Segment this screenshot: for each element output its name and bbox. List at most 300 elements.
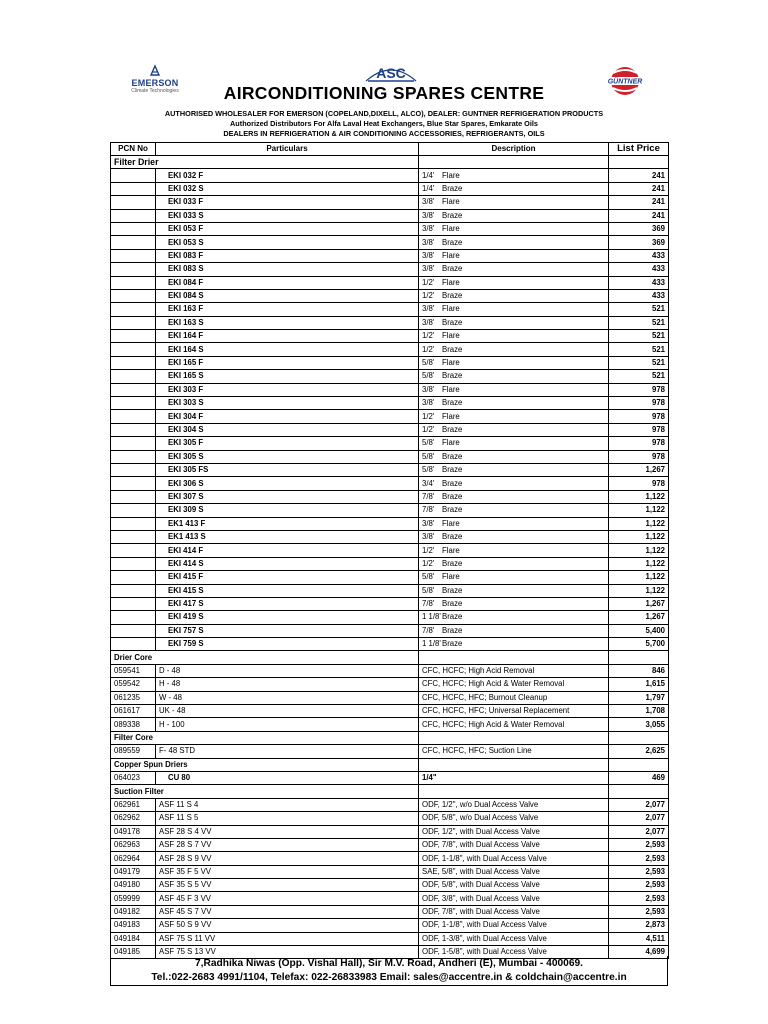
description-text: ODF, 7/8", with Dual Access Valve [422,840,540,850]
description-cell [419,530,609,543]
table-row [111,771,669,784]
table-row [111,289,669,302]
letterhead [0,0,768,142]
list-price-cell: 1,267 [609,597,669,610]
category-empty-cell [609,758,669,771]
description-cell [419,798,609,811]
table-row [111,664,669,677]
particulars-cell: ASF 28 S 4 VV [156,825,419,838]
list-price-cell: 978 [609,477,669,490]
size-text: 3/8' [422,532,435,542]
list-price-cell: 1,122 [609,571,669,584]
description-cell [419,584,609,597]
size-text: 1 1/8' [422,612,441,622]
table-row [111,490,669,503]
col-header-description: Description [419,143,609,156]
list-price-cell: 1,122 [609,544,669,557]
particulars-cell: EKI 415 S [156,584,419,597]
size-text: 1/2' [422,411,435,421]
table-row [111,423,669,436]
description-text: Braze [442,237,463,247]
table-row [111,169,669,182]
table-row [111,597,669,610]
description-text: Braze [442,183,463,193]
description-text: ODF, 1-3/8", with Dual Access Valve [422,933,547,943]
description-cell [419,477,609,490]
pcn-cell: 049182 [111,905,156,918]
list-price-cell: 521 [609,370,669,383]
table-row [111,477,669,490]
description-text: Flare [442,197,460,207]
pcn-cell [111,490,156,503]
pcn-cell [111,303,156,316]
description-cell [419,343,609,356]
description-text: CFC, HCFC, HFC; Burnout Cleanup [422,692,548,702]
pcn-cell: 049180 [111,879,156,892]
description-text: Flare [442,277,460,287]
particulars-cell: EKI 084 F [156,276,419,289]
list-price-cell: 1,615 [609,678,669,691]
size-text: 7/8' [422,599,435,609]
description-cell [419,624,609,637]
size-text: 1/2' [422,558,435,568]
size-text: 3/8' [422,250,435,260]
pcn-cell [111,463,156,476]
list-price-cell: 1,122 [609,530,669,543]
list-price-cell: 369 [609,222,669,235]
description-cell [419,276,609,289]
description-text: Braze [442,478,463,488]
category-empty-cell [419,785,609,798]
description-text: Braze [442,612,463,622]
table-row [111,798,669,811]
description-text: Flare [442,411,460,421]
pcn-cell: 061235 [111,691,156,704]
particulars-cell: ASF 28 S 9 VV [156,852,419,865]
list-price-cell: 1,122 [609,504,669,517]
particulars-cell: EKI 304 F [156,410,419,423]
description-cell [419,865,609,878]
description-cell [419,892,609,905]
description-cell [419,879,609,892]
pcn-cell [111,624,156,637]
list-price-cell: 1,122 [609,557,669,570]
description-text: ODF, 5/8", with Dual Access Valve [422,880,540,890]
particulars-cell: H - 48 [156,678,419,691]
list-price-cell: 369 [609,236,669,249]
pcn-cell [111,169,156,182]
pcn-cell: 062961 [111,798,156,811]
description-text: Braze [442,317,463,327]
table-row [111,236,669,249]
description-cell [419,397,609,410]
description-cell [419,383,609,396]
description-text: Braze [442,425,463,434]
table-row [111,678,669,691]
category-title: Filter Core [111,731,419,744]
pcn-cell: 061617 [111,705,156,718]
description-cell [419,825,609,838]
table-row [111,222,669,235]
table-row [111,691,669,704]
pcn-cell: 049184 [111,932,156,945]
pcn-cell [111,611,156,624]
list-price-cell: 2,593 [609,838,669,851]
description-text: CFC, HCFC, HFC; Universal Replacement [422,706,570,716]
description-cell [419,263,609,276]
table-row [111,571,669,584]
pcn-cell: 059542 [111,678,156,691]
tagline-3: DEALERS IN REFRIGERATION & AIR CONDITIONING ACCESSORIES, REFRIGERANTS, OILS [223,129,545,138]
particulars-cell: EKI 163 F [156,303,419,316]
pcn-cell [111,504,156,517]
pcn-cell [111,263,156,276]
pcn-cell: 049185 [111,946,156,959]
particulars-cell: EKI 305 S [156,450,419,463]
pcn-cell: 089559 [111,745,156,758]
particulars-cell: EKI 032 F [156,169,419,182]
description-cell [419,812,609,825]
description-cell [419,504,609,517]
description-cell [419,852,609,865]
particulars-cell: ASF 45 F 3 VV [156,892,419,905]
table-row [111,838,669,851]
description-text: Braze [442,599,463,609]
col-header-pcn: PCN No [111,143,156,156]
particulars-cell: EKI 083 F [156,249,419,262]
list-price-cell: 433 [609,263,669,276]
description-text: Flare [442,545,460,555]
particulars-cell: ASF 75 S 11 VV [156,932,419,945]
description-cell [419,450,609,463]
size-text: 5/8' [422,451,435,461]
size-text: 3/4' [422,478,435,488]
particulars-cell: ASF 75 S 13 VV [156,946,419,959]
description-text: Braze [442,639,463,649]
description-text: Braze [442,291,463,301]
particulars-cell: EKI 032 S [156,182,419,195]
size-text: 3/8' [422,398,435,408]
particulars-cell: EKI 309 S [156,504,419,517]
category-empty-cell [419,731,609,744]
particulars-cell: ASF 11 S 5 [156,812,419,825]
particulars-cell: EKI 306 S [156,477,419,490]
description-text: Flare [442,384,460,394]
pcn-cell [111,477,156,490]
size-text: 5/8' [422,438,435,448]
list-price-cell: 978 [609,410,669,423]
particulars-cell: ASF 11 S 4 [156,798,419,811]
list-price-cell: 521 [609,303,669,316]
particulars-cell: CU 80 [156,771,419,784]
list-price-cell: 2,593 [609,905,669,918]
table-row [111,303,669,316]
list-price-cell: 4,699 [609,946,669,959]
pcn-cell: 062963 [111,838,156,851]
description-cell [419,356,609,369]
description-cell [419,664,609,677]
list-price-cell: 5,400 [609,624,669,637]
category-empty-cell [609,651,669,664]
particulars-cell: EKI 033 F [156,196,419,209]
category-empty-cell [419,758,609,771]
particulars-cell: EKI 414 S [156,557,419,570]
price-list-table [110,142,669,959]
guntner-logo-text: GÜNTNER [607,78,643,86]
size-text: 3/8' [422,224,435,234]
pcn-cell: 062964 [111,852,156,865]
table-row [111,879,669,892]
description-cell [419,437,609,450]
description-text: ODF, 1-5/8", with Dual Access Valve [422,947,547,957]
particulars-cell: EKI 304 S [156,423,419,436]
size-text: 3/8' [422,384,435,394]
pcn-cell [111,370,156,383]
pcn-cell [111,289,156,302]
table-row [111,437,669,450]
table-row [111,825,669,838]
size-text: 1/2' [422,277,435,287]
description-text: ODF, 1/2", w/o Dual Access Valve [422,799,539,809]
pcn-cell [111,437,156,450]
table-row [111,263,669,276]
description-text: CFC, HCFC; High Acid & Water Removal [422,719,565,729]
table-row [111,463,669,476]
list-price-cell: 2,873 [609,919,669,932]
description-text: ODF, 3/8", with Dual Access Valve [422,893,540,903]
table-row [111,718,669,731]
list-price-cell: 2,077 [609,798,669,811]
table-row [111,450,669,463]
list-price-cell: 978 [609,397,669,410]
list-price-cell: 978 [609,423,669,436]
description-cell [419,236,609,249]
table-row [111,530,669,543]
particulars-cell: EKI 084 S [156,289,419,302]
list-price-cell: 433 [609,249,669,262]
size-text: 5/8' [422,358,435,368]
pcn-cell: 049178 [111,825,156,838]
description-cell [419,330,609,343]
footer [110,956,668,986]
description-text: CFC, HCFC, HFC; Suction Line [422,746,532,756]
particulars-cell: EKI 757 S [156,624,419,637]
table-row [111,557,669,570]
table-row [111,182,669,195]
pcn-cell: 089338 [111,718,156,731]
pcn-cell: 059541 [111,664,156,677]
table-row [111,544,669,557]
particulars-cell: EK1 413 S [156,530,419,543]
pcn-cell [111,356,156,369]
particulars-cell: EKI 419 S [156,611,419,624]
pcn-cell: 049183 [111,919,156,932]
list-price-cell: 433 [609,289,669,302]
table-row [111,383,669,396]
table-row [111,343,669,356]
particulars-cell: EKI 033 S [156,209,419,222]
pcn-cell [111,584,156,597]
description-cell [419,316,609,329]
footer-address: 7,Radhika Niwas (Opp. Vishal Hall), Sir M.V. Road, Andheri (E), Mumbai - 400069. [195,958,583,969]
pcn-cell: 062962 [111,812,156,825]
description-cell [419,182,609,195]
particulars-cell: EKI 164 S [156,343,419,356]
table-row [111,397,669,410]
particulars-cell: EKI 415 F [156,571,419,584]
pcn-cell: 064023 [111,771,156,784]
list-price-cell: 978 [609,437,669,450]
category-title: Drier Core [111,651,419,664]
description-cell [419,597,609,610]
pcn-cell [111,517,156,530]
description-cell [419,544,609,557]
pcn-cell [111,544,156,557]
table-row [111,705,669,718]
particulars-cell: EKI 305 F [156,437,419,450]
description-text: SAE, 5/8", with Dual Access Valve [422,866,540,876]
col-header-particulars: Particulars [156,143,419,156]
particulars-cell: EKI 165 S [156,370,419,383]
list-price-cell: 5,700 [609,638,669,651]
table-row [111,932,669,945]
description-text: Braze [442,491,463,501]
table-row [111,745,669,758]
table-row [111,209,669,222]
list-price-cell: 2,593 [609,892,669,905]
description-cell [419,932,609,945]
list-price-cell: 469 [609,771,669,784]
description-text: Braze [442,505,463,515]
particulars-cell: EKI 414 F [156,544,419,557]
particulars-cell: EKI 163 S [156,316,419,329]
size-text: 3/8' [422,237,435,247]
category-empty-cell [419,156,609,169]
category-title: Suction Filter [111,785,419,798]
pcn-cell [111,571,156,584]
pcn-cell [111,557,156,570]
size-text: 5/8' [422,585,435,595]
category-title: Copper Spun Driers [111,758,419,771]
table-row [111,370,669,383]
pcn-cell [111,343,156,356]
list-price-cell: 2,077 [609,812,669,825]
description-text: Flare [442,572,460,582]
particulars-cell: EKI 417 S [156,597,419,610]
list-price-cell: 521 [609,356,669,369]
category-empty-cell [609,731,669,744]
asc-logo-text: ASC [376,65,406,81]
list-price-cell: 241 [609,169,669,182]
description-text: Braze [442,585,463,595]
list-price-cell: 2,077 [609,825,669,838]
description-cell [419,209,609,222]
description-text: Braze [442,532,463,542]
table-row [111,919,669,932]
description-text: Flare [442,250,460,260]
description-cell [419,638,609,651]
description-cell [419,571,609,584]
pcn-cell [111,316,156,329]
particulars-cell: EKI 164 F [156,330,419,343]
table-row [111,892,669,905]
list-price-cell: 521 [609,343,669,356]
category-row [111,651,669,664]
pcn-cell [111,330,156,343]
description-cell [419,691,609,704]
list-price-cell: 1,267 [609,463,669,476]
particulars-cell: ASF 35 F 5 VV [156,865,419,878]
description-text: ODF, 1-1/8", with Dual Access Valve [422,853,547,863]
table-row [111,624,669,637]
list-price-cell: 2,593 [609,865,669,878]
particulars-cell: EKI 759 S [156,638,419,651]
size-text: 1/2' [422,425,435,434]
particulars-cell: EKI 165 F [156,356,419,369]
pcn-cell: 059999 [111,892,156,905]
description-cell [419,249,609,262]
size-text: 5/8' [422,465,435,475]
list-price-cell: 1,122 [609,517,669,530]
size-text: 3/8' [422,317,435,327]
list-price-cell: 1,267 [609,611,669,624]
table-row [111,249,669,262]
description-text: ODF, 7/8", with Dual Access Valve [422,907,540,917]
emerson-logo-sub: Climate Technologies [131,88,179,94]
list-price-cell: 978 [609,383,669,396]
size-text: 3/8' [422,210,435,220]
size-text: 1/2' [422,545,435,555]
table-row [111,905,669,918]
pcn-cell [111,423,156,436]
list-price-cell: 1,122 [609,584,669,597]
table-row [111,865,669,878]
list-price-cell: 1,797 [609,691,669,704]
table-row [111,196,669,209]
particulars-cell: EKI 305 FS [156,463,419,476]
pcn-cell [111,196,156,209]
particulars-cell: H - 100 [156,718,419,731]
description-text: Braze [442,344,463,354]
description-cell [419,289,609,302]
list-price-cell: 241 [609,182,669,195]
particulars-cell: F- 48 STD [156,745,419,758]
description-text: ODF, 1-1/8", with Dual Access Valve [422,920,547,930]
pcn-cell [111,597,156,610]
particulars-cell: D - 48 [156,664,419,677]
list-price-cell: 521 [609,330,669,343]
pcn-cell [111,209,156,222]
category-row [111,156,669,169]
description-text: Flare [442,331,460,341]
pcn-cell [111,397,156,410]
description-text: Flare [442,224,460,234]
description-text: Braze [442,210,463,220]
description-cell [419,919,609,932]
description-text: CFC, HCFC; High Acid Removal [422,666,535,676]
list-price-cell: 1,708 [609,705,669,718]
description-cell [419,490,609,503]
table-row [111,504,669,517]
particulars-cell: EKI 083 S [156,263,419,276]
description-cell [419,905,609,918]
particulars-cell: EKI 053 F [156,222,419,235]
description-cell [419,517,609,530]
list-price-cell: 2,593 [609,852,669,865]
pcn-cell [111,249,156,262]
particulars-cell: W - 48 [156,691,419,704]
size-text: 3/8' [422,197,435,207]
